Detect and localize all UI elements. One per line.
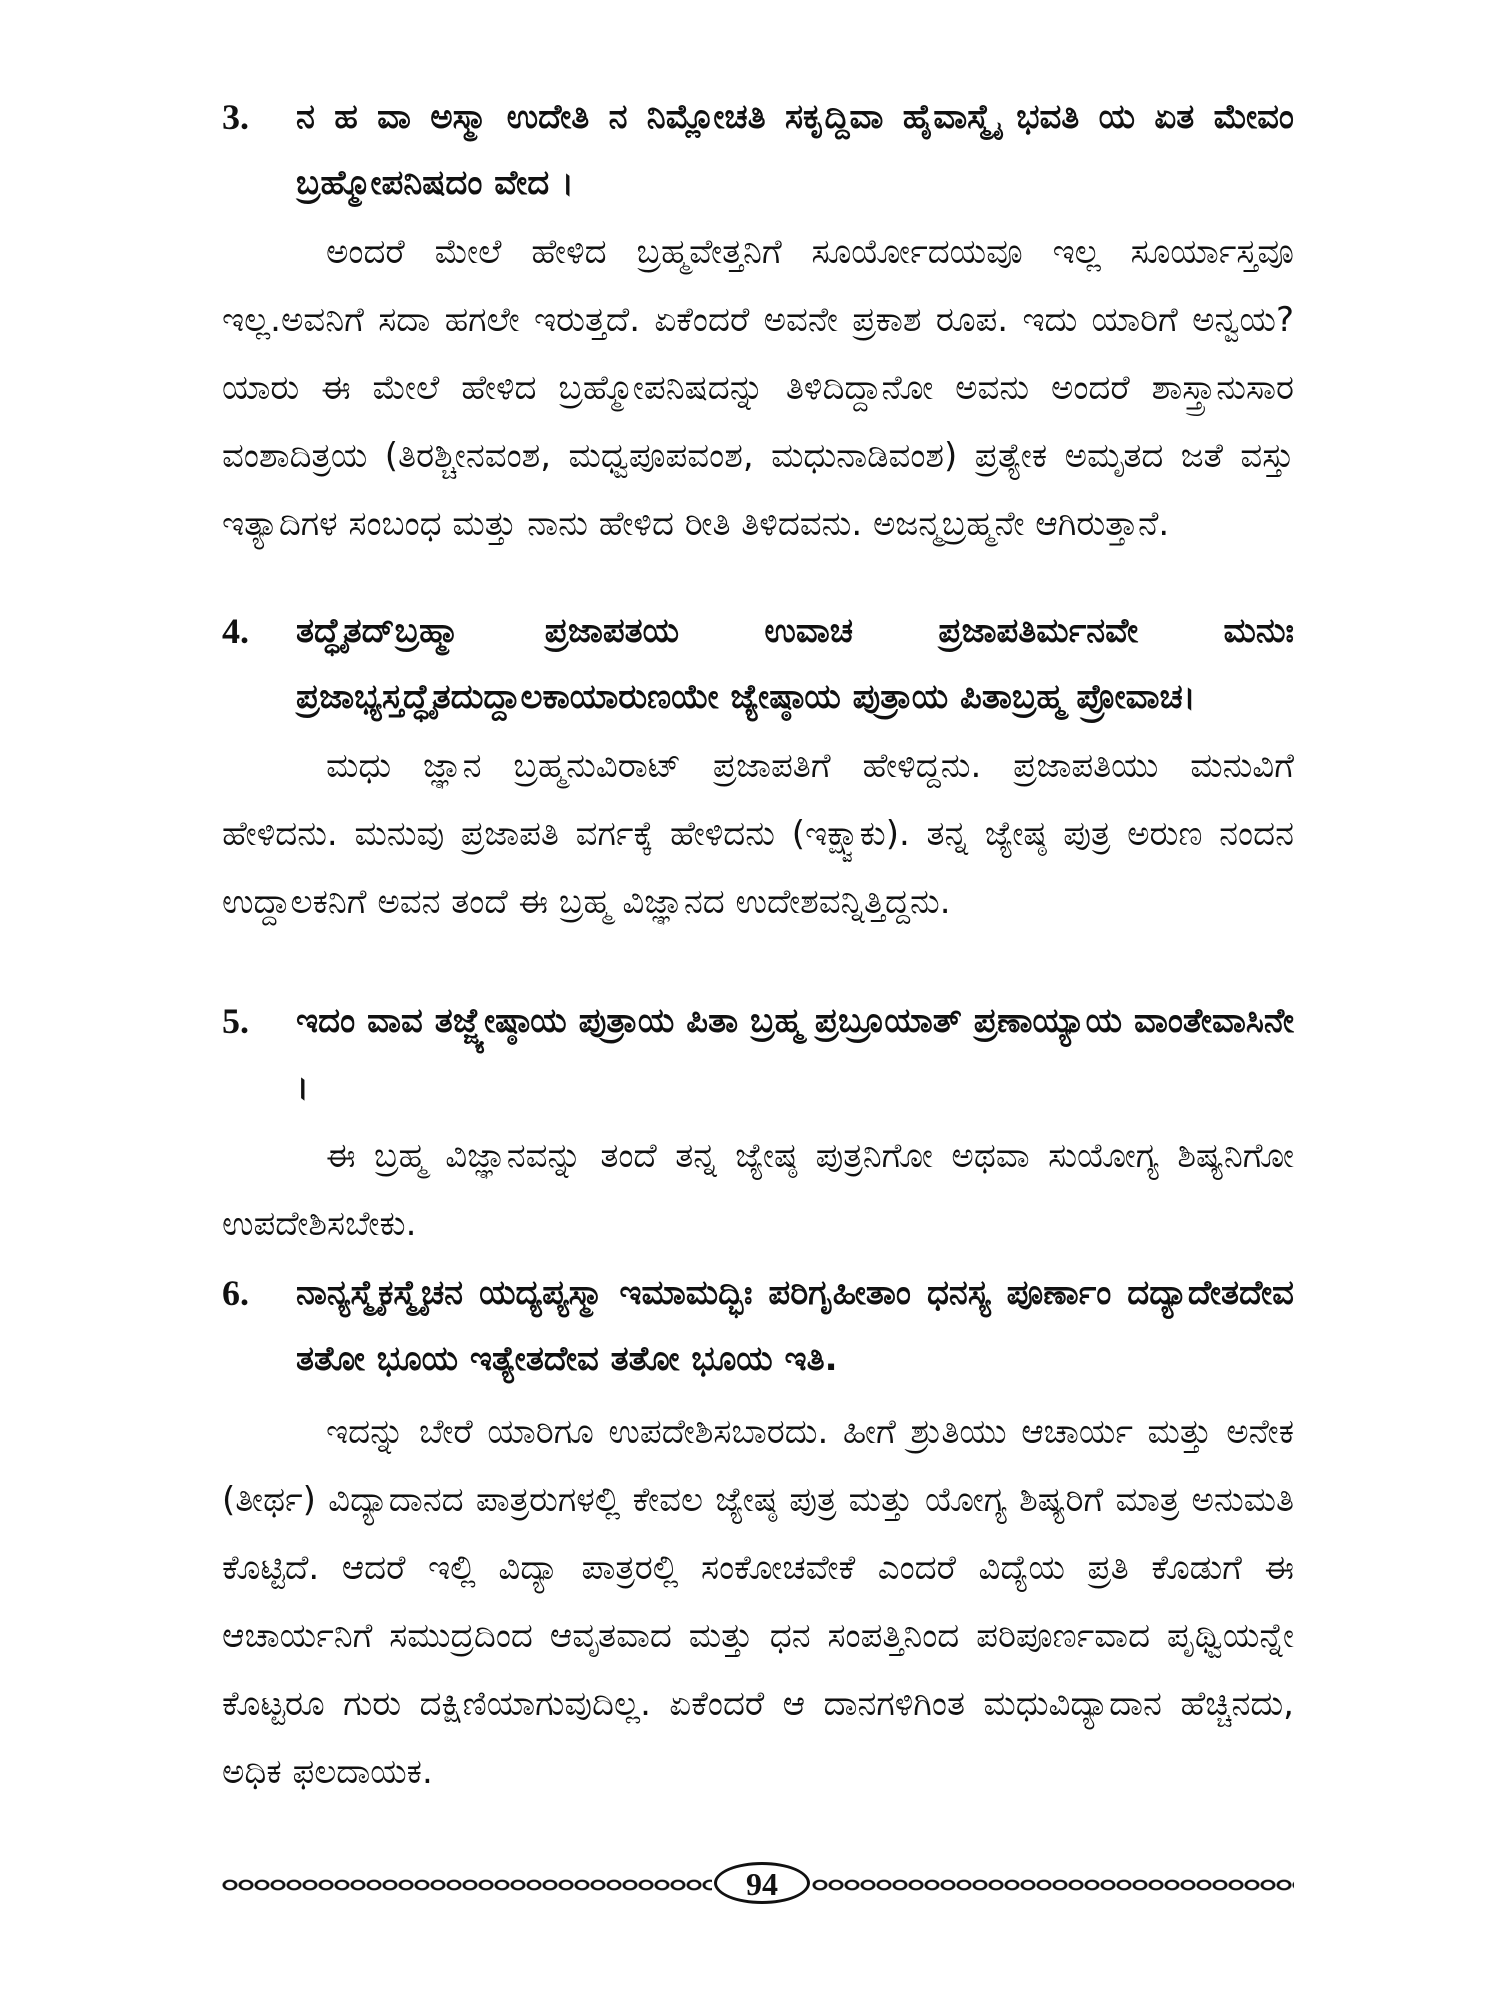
verse-6 — [0, 1260, 1500, 1392]
verse-number: 5. — [222, 1001, 249, 1041]
verse-6-block — [0, 1260, 1500, 1392]
commentary-3-block — [0, 218, 1500, 558]
ornamental-border-right — [812, 1876, 1294, 1894]
verse-5-block — [0, 988, 1500, 1120]
commentary-paragraph: ಅಂದರೆ ಮೇಲೆ ಹೇಳಿದ ಬ್ರಹ್ಮವೇತ್ತನಿಗೆ ಸೂರ್ಯೋದಯವೂ ಇಲ್ಲ ಸೂರ್ಯಾಸ್ತವೂ ಇಲ್ಲ.ಅವನಿಗೆ ಸದಾ ಹಗಲೇ ಇರುತ್ತದೆ. ಏಕೆಂದರೆ ಅವನೇ ಪ್ರಕಾಶ ರೂಪ. ಇದು ಯಾರಿಗೆ ಅನ್ವಯ? ಯಾರು ಈ ಮೇಲೆ ಹೇಳಿದ ಬ್ರಹ್ಮೋಪನಿಷದನ್ನು ತಿಳಿದಿದ್ದಾನೋ ಅವನು ಅಂದರೆ ಶಾಸ್ತ್ರಾನುಸಾರ ವಂಶಾದಿತ್ರಯ (ತಿರಶ್ಚೀನವಂಶ, ಮಧ್ವಪೂಪವಂಶ, ಮಧುನಾಡಿವಂಶ) ಪ್ರತ್ಯೇಕ ಅಮೃತದ ಜತೆ ವಸ್ತು ಇತ್ಯಾದಿಗಳ ಸಂಬಂಧ ಮತ್ತು ನಾನು ಹೇಳಿದ ರೀತಿ ತಿಳಿದವನು. ಅಜನ್ಮಬ್ರಹ್ಮನೇ ಆಗಿರುತ್ತಾನೆ. — [222, 232, 1294, 544]
ornamental-border-left — [222, 1876, 712, 1894]
commentary-4-block — [0, 732, 1500, 936]
verse-4 — [0, 598, 1500, 730]
commentary-6-block — [0, 1398, 1500, 1806]
verse-5 — [0, 988, 1500, 1120]
verse-text: ಇದಂ ವಾವ ತಜ್ಜ್ಯೇಷ್ಠಾಯ ಪುತ್ರಾಯ ಪಿತಾ ಬ್ರಹ್ಮ ಪ್ರಬ್ರೂಯಾತ್ ಪ್ರಣಾಯ್ಯಾಯ ವಾಂತೇವಾಸಿನೇ । — [296, 1001, 1294, 1107]
commentary-paragraph: ಈ ಬ್ರಹ್ಮ ವಿಜ್ಞಾನವನ್ನು ತಂದೆ ತನ್ನ ಜ್ಯೇಷ್ಠ ಪುತ್ರನಿಗೋ ಅಥವಾ ಸುಯೋಗ್ಯ ಶಿಷ್ಯನಿಗೋ ಉಪದೇಶಿಸಬೇಕು. — [222, 1136, 1294, 1244]
verse-number: 6. — [222, 1273, 249, 1313]
commentary-paragraph: ಇದನ್ನು ಬೇರೆ ಯಾರಿಗೂ ಉಪದೇಶಿಸಬಾರದು. ಹೀಗೆ ಶ್ರುತಿಯು ಆಚಾರ್ಯ ಮತ್ತು ಅನೇಕ (ತೀರ್ಥ) ವಿದ್ಯಾದಾನದ ಪಾತ್ರರುಗಳಲ್ಲಿ ಕೇವಲ ಜ್ಯೇಷ್ಠ ಪುತ್ರ ಮತ್ತು ಯೋಗ್ಯ ಶಿಷ್ಯರಿಗೆ ಮಾತ್ರ ಅನುಮತಿ ಕೊಟ್ಟಿದೆ. ಆದರೆ ಇಲ್ಲಿ ವಿದ್ಯಾ ಪಾತ್ರರಲ್ಲಿ ಸಂಕೋಚವೇಕೆ ಎಂದರೆ ವಿದ್ಯೆಯ ಪ್ರತಿ ಕೊಡುಗೆ ಈ ಆಚಾರ್ಯನಿಗೆ ಸಮುದ್ರದಿಂದ ಆವೃತವಾದ ಮತ್ತು ಧನ ಸಂಪತ್ತಿನಿಂದ ಪರಿಪೂರ್ಣವಾದ ಪೃಥ್ವಿಯನ್ನೇ ಕೊಟ್ಟರೂ ಗುರು ದಕ್ಷಿಣಿಯಾಗುವುದಿಲ್ಲ. ಏಕೆಂದರೆ ಆ ದಾನಗಳಿಗಿಂತ ಮಧುವಿದ್ಯಾದಾನ ಹೆಚ್ಚಿನದು, ಅಧಿಕ ಫಲದಾಯಕ. — [222, 1412, 1294, 1792]
verse-text: ತದ್ಧೈತದ್‌ಬ್ರಹ್ಮಾ ಪ್ರಜಾಪತಯ ಉವಾಚ ಪ್ರಜಾಪತಿರ್ಮನವೇ ಮನುಃ ಪ್ರಜಾಭ್ಯಸ್ತದ್ಧೈತದುದ್ದಾಲಕಾಯಾರುಣಯೇ ಜ್ಯೇಷ್ಠಾಯ ಪುತ್ರಾಯ ಪಿತಾಬ್ರಹ್ಮ ಪ್ರೋವಾಚ। — [296, 611, 1294, 717]
verse-text: ನ ಹ ವಾ ಅಸ್ಮಾ ಉದೇತಿ ನ ನಿಮ್ಲೋಚತಿ ಸಕೃದ್ದಿವಾ ಹೈವಾಸ್ಮೈ ಭವತಿ ಯ ಏತ ಮೇವಂ ಬ್ರಹ್ಮೋಪನಿಷದಂ ವೇದ । — [296, 97, 1294, 203]
commentary-paragraph: ಮಧು ಜ್ಞಾನ ಬ್ರಹ್ಮನುವಿರಾಟ್ ಪ್ರಜಾಪತಿಗೆ ಹೇಳಿದ್ದನು. ಪ್ರಜಾಪತಿಯು ಮನುವಿಗೆ ಹೇಳಿದನು. ಮನುವು ಪ್ರಜಾಪತಿ ವರ್ಗಕ್ಕೆ ಹೇಳಿದನು (ಇಕ್ಷ್ವಾಕು). ತನ್ನ ಜ್ಯೇಷ್ಠ ಪುತ್ರ ಅರುಣ ನಂದನ ಉದ್ದಾಲಕನಿಗೆ ಅವನ ತಂದೆ ಈ ಬ್ರಹ್ಮ ವಿಜ್ಞಾನದ ಉದೇಶವನ್ನಿತ್ತಿದ್ದನು. — [222, 746, 1294, 922]
page-number: 94 — [714, 1862, 810, 1904]
commentary-5-block — [0, 1122, 1500, 1258]
verse-text: ನಾನ್ಯಸ್ಮೈಕಸ್ಮೈಚನ ಯದ್ಯಪ್ಯಸ್ಮಾ ಇಮಾಮದ್ಭಿಃ ಪರಿಗೃಹೀತಾಂ ಧನಸ್ಯ ಪೂರ್ಣಾಂ ದದ್ಯಾದೇತದೇವ ತತೋ ಭೂಯ ಇತ್ಯೇತದೇವ ತತೋ ಭೂಯ ಇತಿ. — [296, 1273, 1294, 1379]
verse-number: 3. — [222, 97, 249, 137]
page-footer — [222, 1862, 1294, 1906]
verse-4-block — [0, 598, 1500, 730]
verse-3-block — [0, 84, 1500, 216]
verse-3 — [0, 84, 1500, 216]
verse-number: 4. — [222, 611, 249, 651]
